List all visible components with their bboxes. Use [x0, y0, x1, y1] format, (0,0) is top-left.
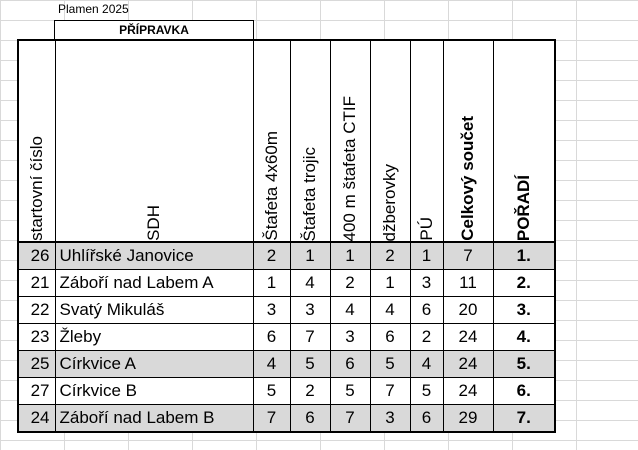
cell-total[interactable]: 24 — [443, 378, 493, 405]
cell-c3[interactable]: 5 — [330, 378, 370, 405]
cell-c3[interactable]: 2 — [330, 270, 370, 297]
cell-c1[interactable]: 7 — [253, 405, 290, 433]
cell-start[interactable]: 27 — [18, 378, 55, 405]
cell-c2[interactable]: 7 — [290, 324, 330, 351]
cell-name[interactable]: Svatý Mikuláš — [55, 297, 253, 324]
cell-start[interactable]: 22 — [18, 297, 55, 324]
cell-total[interactable]: 24 — [443, 351, 493, 378]
header-relay-trios[interactable]: Štafeta trojic — [290, 40, 330, 242]
cell-c5[interactable]: 6 — [410, 297, 443, 324]
cell-rank[interactable]: 2. — [493, 270, 555, 297]
table-row — [18, 378, 555, 405]
cell-c4[interactable]: 7 — [370, 378, 410, 405]
header-rank[interactable]: POŘADÍ — [493, 40, 555, 242]
cell-c3[interactable]: 6 — [330, 351, 370, 378]
cell-name[interactable]: Církvice A — [55, 351, 253, 378]
cell-c2[interactable]: 1 — [290, 242, 330, 270]
cell-c2[interactable]: 2 — [290, 378, 330, 405]
cell-name[interactable]: Žleby — [55, 324, 253, 351]
cell-total[interactable]: 29 — [443, 405, 493, 433]
cell-c2[interactable]: 4 — [290, 270, 330, 297]
cell-c4[interactable]: 3 — [370, 405, 410, 433]
cell-c3[interactable]: 1 — [330, 242, 370, 270]
section-label[interactable]: PŘÍPRAVKA — [54, 20, 254, 39]
header-sdh[interactable]: SDH — [55, 40, 253, 242]
header-relay-ctif[interactable]: 400 m štafeta CTIF — [330, 40, 370, 242]
cell-c5[interactable]: 5 — [410, 378, 443, 405]
header-start-number[interactable]: startovní číslo — [18, 40, 55, 242]
cell-rank[interactable]: 3. — [493, 297, 555, 324]
cell-start[interactable]: 26 — [18, 242, 55, 270]
table-row — [18, 351, 555, 378]
cell-c4[interactable]: 5 — [370, 351, 410, 378]
table-row — [18, 405, 555, 433]
cell-c5[interactable]: 3 — [410, 270, 443, 297]
table-row — [18, 324, 555, 351]
cell-c5[interactable]: 1 — [410, 242, 443, 270]
cell-c1[interactable]: 1 — [253, 270, 290, 297]
header-pu[interactable]: PÚ — [410, 40, 443, 242]
header-total[interactable]: Celkový součet — [443, 40, 493, 242]
cell-total[interactable]: 24 — [443, 324, 493, 351]
header-relay-4x60[interactable]: Štafeta 4x60m — [253, 40, 290, 242]
header-buckets[interactable]: džberovky — [370, 40, 410, 242]
cell-total[interactable]: 20 — [443, 297, 493, 324]
cell-c1[interactable]: 5 — [253, 378, 290, 405]
cell-name[interactable]: Církvice B — [55, 378, 253, 405]
cell-rank[interactable]: 7. — [493, 405, 555, 433]
sheet-title: Plamen 2025 — [58, 2, 129, 16]
cell-total[interactable]: 7 — [443, 242, 493, 270]
cell-c1[interactable]: 6 — [253, 324, 290, 351]
cell-c4[interactable]: 6 — [370, 324, 410, 351]
cell-start[interactable]: 21 — [18, 270, 55, 297]
cell-c4[interactable]: 1 — [370, 270, 410, 297]
cell-total[interactable]: 11 — [443, 270, 493, 297]
cell-start[interactable]: 25 — [18, 351, 55, 378]
cell-c5[interactable]: 4 — [410, 351, 443, 378]
cell-c1[interactable]: 2 — [253, 242, 290, 270]
cell-rank[interactable]: 6. — [493, 378, 555, 405]
results-table — [17, 39, 556, 433]
cell-start[interactable]: 23 — [18, 324, 55, 351]
cell-c3[interactable]: 3 — [330, 324, 370, 351]
cell-c3[interactable]: 4 — [330, 297, 370, 324]
cell-c2[interactable]: 6 — [290, 405, 330, 433]
cell-rank[interactable]: 4. — [493, 324, 555, 351]
cell-c4[interactable]: 4 — [370, 297, 410, 324]
cell-c1[interactable]: 3 — [253, 297, 290, 324]
cell-start[interactable]: 24 — [18, 405, 55, 433]
cell-name[interactable]: Uhlířské Janovice — [55, 242, 253, 270]
cell-c1[interactable]: 4 — [253, 351, 290, 378]
cell-c3[interactable]: 7 — [330, 405, 370, 433]
cell-c4[interactable]: 2 — [370, 242, 410, 270]
table-row — [18, 270, 555, 297]
cell-c2[interactable]: 3 — [290, 297, 330, 324]
cell-c5[interactable]: 2 — [410, 324, 443, 351]
cell-name[interactable]: Záboří nad Labem B — [55, 405, 253, 433]
header-row — [18, 40, 555, 242]
cell-c5[interactable]: 6 — [410, 405, 443, 433]
cell-c2[interactable]: 5 — [290, 351, 330, 378]
cell-rank[interactable]: 5. — [493, 351, 555, 378]
table-row — [18, 242, 555, 270]
table-row — [18, 297, 555, 324]
cell-rank[interactable]: 1. — [493, 242, 555, 270]
cell-name[interactable]: Záboří nad Labem A — [55, 270, 253, 297]
